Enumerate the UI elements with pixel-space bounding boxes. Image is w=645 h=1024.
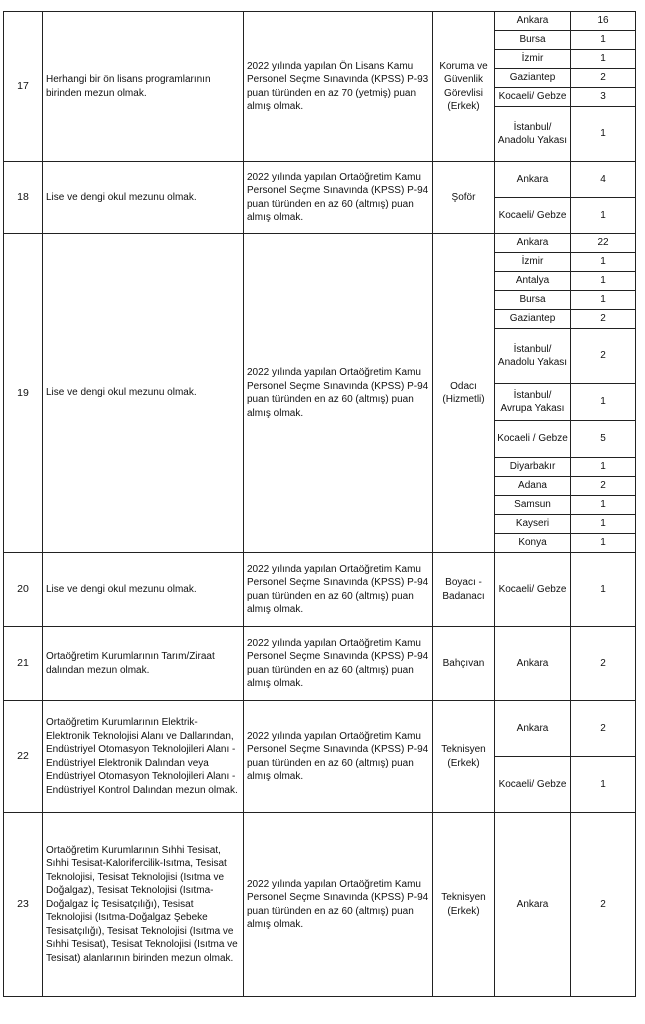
position-row: [4, 234, 636, 253]
quota-count-cell: 2: [571, 310, 636, 329]
quota-count-cell: 1: [571, 458, 636, 477]
quota-count-cell: 1: [571, 31, 636, 50]
city-cell: Ankara: [495, 12, 571, 31]
quota-count-cell: 2: [571, 813, 636, 997]
requirement-cell: Ortaöğretim Kurumlarının Sıhhi Tesisat, Sıhhi Tesisat-Kalorifercilik-Isıtma, Tesisat Teknolojisi, Tesisat Teknolojisi (Isıtma ve Doğalgaz), Tesisat Teknolojisi (Isıtma-Doğalgaz İç Tesisatçılığı), Tesisat Teknolojisi (Isıtma-Doğalgaz Şebeke Tesisatçılığı), Tesisat Teknolojisi (Isıtma ve Sıhhi Tesisat), Tesisat Teknolojisi (Isıtma ve Tesisat) alanlarının birinden mezun olmak.: [43, 813, 244, 997]
quota-count-cell: 1: [571, 107, 636, 162]
quota-count-cell: 1: [571, 515, 636, 534]
requirement-cell: Lise ve dengi okul mezunu olmak.: [43, 162, 244, 234]
exam-condition-cell: 2022 yılında yapılan Ortaöğretim Kamu Personel Seçme Sınavında (KPSS) P-94 puan türünden en az 60 (altmış) puan almış olmak.: [244, 813, 433, 997]
city-cell: Kocaeli/ Gebze: [495, 757, 571, 813]
city-cell: Ankara: [495, 627, 571, 701]
quota-count-cell: 1: [571, 291, 636, 310]
quota-count-cell: 2: [571, 69, 636, 88]
position-title-cell: Boyacı - Badanacı: [433, 553, 495, 627]
exam-condition-cell: 2022 yılında yapılan Ortaöğretim Kamu Personel Seçme Sınavında (KPSS) P-94 puan türünden en az 60 (altmış) puan almış olmak.: [244, 234, 433, 553]
quota-count-cell: 3: [571, 88, 636, 107]
quota-count-cell: 16: [571, 12, 636, 31]
position-title-cell: Odacı (Hizmetli): [433, 234, 495, 553]
city-cell: Kocaeli / Gebze: [495, 421, 571, 458]
quota-count-cell: 22: [571, 234, 636, 253]
position-title-cell: Koruma ve Güvenlik Görevlisi (Erkek): [433, 12, 495, 162]
position-title-cell: Teknisyen (Erkek): [433, 813, 495, 997]
city-cell: Kocaeli/ Gebze: [495, 198, 571, 234]
position-row: [4, 627, 636, 701]
city-cell: Antalya: [495, 272, 571, 291]
row-number: 17: [4, 12, 43, 162]
city-cell: Ankara: [495, 162, 571, 198]
quota-count-cell: 2: [571, 701, 636, 757]
row-number: 19: [4, 234, 43, 553]
city-cell: İstanbul/ Avrupa Yakası: [495, 384, 571, 421]
row-number: 18: [4, 162, 43, 234]
exam-condition-cell: 2022 yılında yapılan Ön Lisans Kamu Personel Seçme Sınavında (KPSS) P-93 puan türünden en az 70 (yetmiş) puan almış olmak.: [244, 12, 433, 162]
city-cell: Kayseri: [495, 515, 571, 534]
position-title-cell: Teknisyen (Erkek): [433, 701, 495, 813]
requirement-cell: Herhangi bir ön lisans programlarının birinden mezun olmak.: [43, 12, 244, 162]
city-cell: Adana: [495, 477, 571, 496]
city-cell: Gaziantep: [495, 69, 571, 88]
positions-table: [3, 11, 636, 997]
city-cell: İstanbul/ Anadolu Yakası: [495, 107, 571, 162]
quota-count-cell: 5: [571, 421, 636, 458]
quota-count-cell: 1: [571, 50, 636, 69]
city-cell: İzmir: [495, 50, 571, 69]
city-cell: Bursa: [495, 31, 571, 50]
position-row: [4, 553, 636, 627]
city-cell: Ankara: [495, 701, 571, 757]
position-title-cell: Bahçıvan: [433, 627, 495, 701]
quota-count-cell: 1: [571, 272, 636, 291]
city-cell: Bursa: [495, 291, 571, 310]
quota-count-cell: 1: [571, 253, 636, 272]
city-cell: Ankara: [495, 234, 571, 253]
row-number: 21: [4, 627, 43, 701]
quota-count-cell: 1: [571, 496, 636, 515]
position-row: [4, 701, 636, 757]
city-cell: Gaziantep: [495, 310, 571, 329]
row-number: 23: [4, 813, 43, 997]
quota-count-cell: 1: [571, 384, 636, 421]
city-cell: Kocaeli/ Gebze: [495, 553, 571, 627]
position-row: [4, 12, 636, 31]
exam-condition-cell: 2022 yılında yapılan Ortaöğretim Kamu Personel Seçme Sınavında (KPSS) P-94 puan türünden en az 60 (altmış) puan almış olmak.: [244, 162, 433, 234]
exam-condition-cell: 2022 yılında yapılan Ortaöğretim Kamu Personel Seçme Sınavında (KPSS) P-94 puan türünden en az 60 (altmış) puan almış olmak.: [244, 627, 433, 701]
city-cell: Ankara: [495, 813, 571, 997]
position-row: [4, 162, 636, 198]
city-cell: İzmir: [495, 253, 571, 272]
city-cell: Samsun: [495, 496, 571, 515]
requirement-cell: Lise ve dengi okul mezunu olmak.: [43, 553, 244, 627]
city-cell: Konya: [495, 534, 571, 553]
quota-count-cell: 1: [571, 198, 636, 234]
positions-table-body: [4, 12, 636, 997]
quota-count-cell: 1: [571, 553, 636, 627]
exam-condition-cell: 2022 yılında yapılan Ortaöğretim Kamu Personel Seçme Sınavında (KPSS) P-94 puan türünden en az 60 (altmış) puan almış olmak.: [244, 701, 433, 813]
requirement-cell: Lise ve dengi okul mezunu olmak.: [43, 234, 244, 553]
exam-condition-cell: 2022 yılında yapılan Ortaöğretim Kamu Personel Seçme Sınavında (KPSS) P-94 puan türünden en az 60 (altmış) puan almış olmak.: [244, 553, 433, 627]
quota-count-cell: 2: [571, 627, 636, 701]
city-cell: Kocaeli/ Gebze: [495, 88, 571, 107]
quota-count-cell: 2: [571, 329, 636, 384]
requirement-cell: Ortaöğretim Kurumlarının Elektrik-Elektronik Teknolojisi Alanı ve Dallarından, Endüstriyel Otomasyon Teknolojileri Alanı - Endüstriyel Elektronik Dalından veya Endüstriyel Otomasyon Teknolojileri Alanı - Endüstriyel Kontrol Dalından mezun olmak.: [43, 701, 244, 813]
row-number: 20: [4, 553, 43, 627]
requirement-cell: Ortaöğretim Kurumlarının Tarım/Ziraat dalından mezun olmak.: [43, 627, 244, 701]
quota-count-cell: 1: [571, 534, 636, 553]
quota-count-cell: 1: [571, 757, 636, 813]
quota-count-cell: 4: [571, 162, 636, 198]
city-cell: İstanbul/ Anadolu Yakası: [495, 329, 571, 384]
city-cell: Diyarbakır: [495, 458, 571, 477]
quota-count-cell: 2: [571, 477, 636, 496]
position-row: [4, 813, 636, 997]
position-title-cell: Şoför: [433, 162, 495, 234]
row-number: 22: [4, 701, 43, 813]
